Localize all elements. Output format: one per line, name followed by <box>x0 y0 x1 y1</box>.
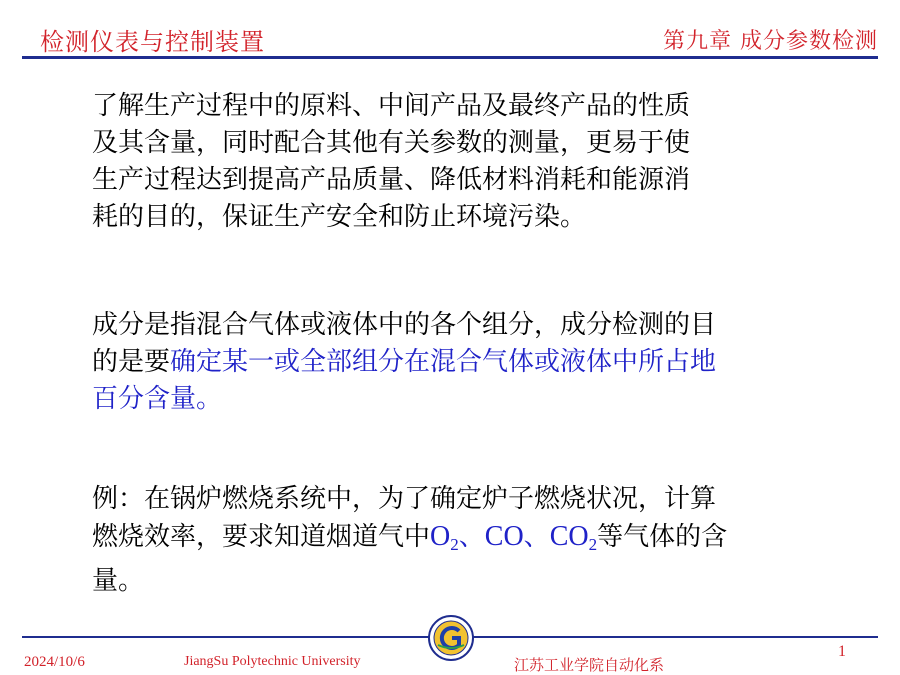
chapter-title: 第九章 成分参数检测 <box>663 29 878 54</box>
paragraph-purpose <box>92 88 822 236</box>
gas-co: CO <box>484 521 524 552</box>
text-line <box>92 344 822 381</box>
text-line <box>92 518 822 563</box>
header-divider <box>22 56 878 59</box>
text-line-highlight: 百分含量。 <box>92 384 223 414</box>
footer-department: 江苏工业学院自动化系 <box>514 656 665 674</box>
text-line: 及其含量，同时配合其他有关参数的测量，更易于使 <box>92 128 691 158</box>
footer-university: JiangSu Polytechnic University <box>184 654 361 669</box>
paragraph-example <box>92 481 822 600</box>
page-number: 1 <box>838 643 846 660</box>
separator: 、 <box>523 522 550 552</box>
gas-o2: $O_2$ <box>430 521 459 554</box>
text-line: 生产过程达到提高产品质量、降低材料消耗和能源消 <box>92 165 691 195</box>
text-plain: 等气体的含 <box>597 522 728 552</box>
text-line: 耗的目的，保证生产安全和防止环境污染。 <box>92 202 587 232</box>
text-line: 例：在锅炉燃烧系统中，为了确定炉子燃烧状况，计算 <box>92 484 717 514</box>
text-plain: 的是要 <box>92 347 171 377</box>
footer-date: 2024/10/6 <box>24 654 85 670</box>
text-line: 了解生产过程中的原料、中间产品及最终产品的性质 <box>92 91 691 121</box>
text-plain: 燃烧效率，要求知道烟道气中 <box>92 522 431 552</box>
text-highlight: 确定某一或全部组分在混合气体或液体中所占地 <box>170 347 717 377</box>
paragraph-definition <box>92 307 822 418</box>
gas-co2: $CO_2$ <box>549 521 598 554</box>
text-line: 成分是指混合气体或液体中的各个组分，成分检测的目 <box>92 310 717 340</box>
separator: 、 <box>458 522 485 552</box>
course-title: 检测仪表与控制装置 <box>40 28 265 56</box>
text-line: 量。 <box>92 566 145 596</box>
university-logo <box>428 615 474 661</box>
